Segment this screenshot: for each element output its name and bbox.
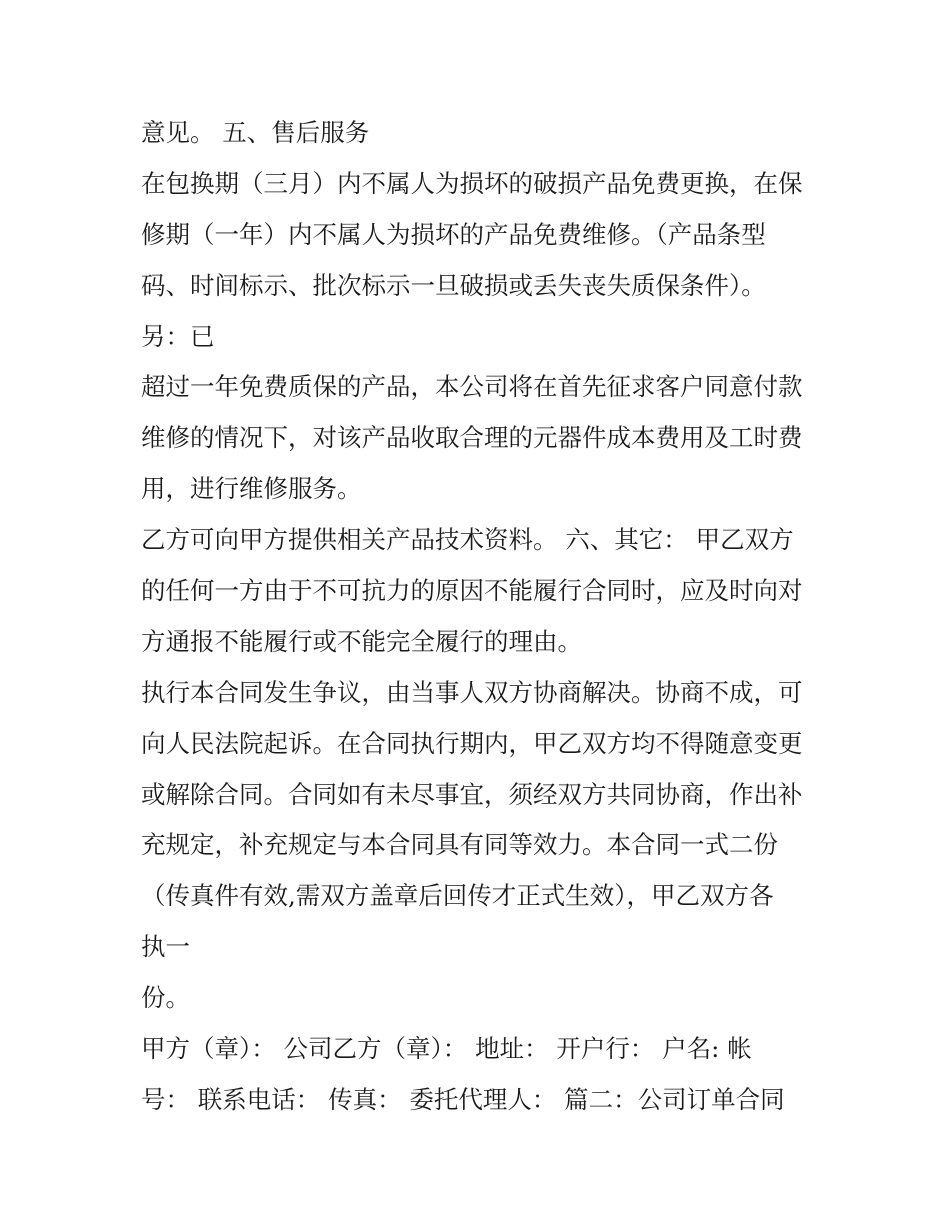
text-line: 在包换期（三月）内不属人为损坏的破损产品免费更换，在保 xyxy=(141,168,803,198)
text-line: 意见。 五、售后服务 xyxy=(141,118,370,147)
text-line: 用，进行维修服务。 xyxy=(141,474,362,504)
text-line: 码、时间标示、批次标示一旦破损或丢失丧失质保条件）。 xyxy=(141,270,766,300)
text-line: 向人民法院起诉。在合同执行期内，甲乙双方均不得随意变更 xyxy=(141,728,803,758)
text-line: 的任何一方由于不可抗力的原因不能履行合同时，应及时向对 xyxy=(141,576,803,606)
text-line: 维修的情况下，对该产品收取合理的元器件成本费用及工时费 xyxy=(141,423,803,453)
text-line: 执一 xyxy=(141,932,190,962)
text-line: 甲方（章）： 公司乙方（章）： 地址： 开户行： 户名: 帐 xyxy=(141,1034,752,1064)
text-line: 修期（一年）内不属人为损坏的产品免费维修。（产品条型 xyxy=(141,219,766,249)
text-line: 或解除合同。合同如有未尽事宜，须经双方共同协商，作出补 xyxy=(141,779,803,809)
text-line: 方通报不能履行或不能完全履行的理由。 xyxy=(141,626,582,656)
text-line: 号： 联系电话： 传真： 委托代理人： 篇二：公司订单合同 xyxy=(141,1084,785,1114)
text-line: （传真件有效,需双方盖章后回传才正式生效），甲乙双方各 xyxy=(141,881,774,911)
text-line: 另：已 xyxy=(141,321,215,351)
text-line: 充规定，补充规定与本合同具有同等效力。本合同一式二份 xyxy=(141,830,778,860)
document-body xyxy=(141,108,821,1126)
text-line: 份。 xyxy=(141,983,190,1013)
text-line: 超过一年免费质保的产品，本公司将在首先征求客户同意付款 xyxy=(141,372,803,402)
text-line: 执行本合同发生争议，由当事人双方协商解决。协商不成，可 xyxy=(141,677,803,707)
text-line: 乙方可向甲方提供相关产品技术资料。 六、其它： 甲乙双方 xyxy=(141,525,794,555)
